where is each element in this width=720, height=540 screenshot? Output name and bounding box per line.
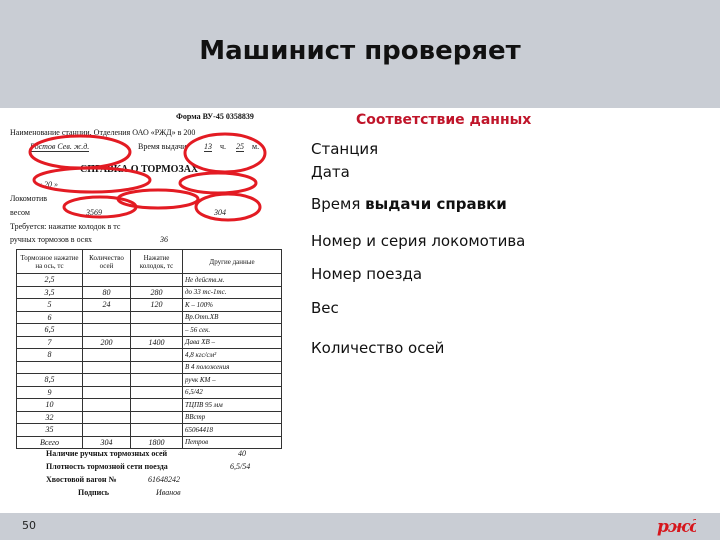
- table-row: 8 4,8 кгс/см²: [17, 349, 282, 362]
- brake-certificate-form: Форма ВУ-45 0358839 Наименование станции, Отделения ОАО «РЖД» в 200 Ростов Сев. ж.д. Время выдачи 13 ч. 25 м. СПРАВКА О ТОРМОЗАХ « 20 » Локомотив весом 3569 304 Требуется: нажатие колодок в тс ручных тормозов в осях 36 Тормозное нажатие на ось, тс Количество осей Нажатие колодок, тс Другие данные 2,5 Не действ.м. 3,5 80 280 до 33 тс-1тс. 5 24 120 К – 100% 6 Вр.Отп.ХВ 6,5 – 56 сек. 7 200 1400 Дава ХВ – 8 4,8 кгс/см² В 4 положения 8,5 ручк КМ – 9 6,5/42 10 ТЦПВ 95 мм 32 ВВстр 35 65064418 Всего 304 1800 Петров Наличие ручных тормозных осей 40 Плотность тормозной сети поезда 6,5/54 Хвостовой вагон № 61648242 Подпись Иванов: [8, 108, 298, 514]
- rzd-logo-icon: [656, 515, 696, 540]
- form-footer-label: Наличие ручных тормозных осей: [46, 449, 168, 458]
- table-row: Всего 304 1800 Петров: [17, 436, 282, 449]
- form-date-value: « 20 »: [38, 180, 58, 189]
- form-title: СПРАВКА О ТОРМОЗАХ: [80, 164, 199, 175]
- table-row: 35 65064418: [17, 424, 282, 437]
- form-footer-label: Плотность тормозной сети поезда: [46, 462, 168, 471]
- table-row: 32 ВВстр: [17, 411, 282, 424]
- slide-number: 50: [22, 519, 36, 532]
- table-row: 10 ТЦПВ 95 мм: [17, 399, 282, 412]
- check-item-train-number: Номер поезда: [311, 265, 423, 283]
- col-header: Другие данные: [183, 250, 282, 274]
- form-time-hours: 13: [204, 142, 212, 151]
- col-header: Нажатие колодок, тс: [131, 250, 183, 274]
- brake-table: [16, 249, 282, 449]
- form-weight-label: весом: [10, 208, 30, 217]
- table-row: 3,5 80 280 до 33 тс-1тс.: [17, 286, 282, 299]
- form-required-line: Требуется: нажатие колодок в тс: [10, 222, 121, 231]
- table-row: В 4 положения: [17, 361, 282, 374]
- form-footer-label: Подпись: [78, 488, 110, 497]
- check-item-axles: Количество осей: [311, 339, 445, 357]
- table-row: 7 200 1400 Дава ХВ –: [17, 336, 282, 349]
- form-axles-value: 304: [214, 208, 226, 217]
- form-line-station-header: Наименование станции, Отделения ОАО «РЖД» в 200: [10, 128, 196, 137]
- form-footer-value: Иванов: [156, 488, 181, 497]
- col-header: Количество осей: [83, 250, 131, 274]
- form-footer-value: 61648242: [148, 475, 180, 484]
- form-manual-brakes-label: ручных тормозов в осях: [10, 235, 93, 244]
- form-footer-value: 6,5/54: [230, 462, 251, 471]
- form-weight-value: 3569: [86, 208, 102, 217]
- table-row: 9 6,5/42: [17, 386, 282, 399]
- slide-header: [0, 0, 720, 108]
- table-row: 5 24 120 К – 100%: [17, 299, 282, 312]
- svg-text:ржд: ржд: [657, 517, 696, 537]
- table-row: 8,5 ручк КМ –: [17, 374, 282, 387]
- check-item-locomotive: Номер и серия локомотива: [311, 232, 526, 250]
- form-time-label: Время выдачи: [138, 142, 187, 151]
- table-row: 6,5 – 56 сек.: [17, 324, 282, 337]
- brake-table-header: [17, 250, 282, 274]
- col-header: Тормозное нажатие на ось, тс: [17, 250, 83, 274]
- form-footer-label: Хвостовой вагон №: [46, 475, 117, 484]
- form-manual-brakes-value: 36: [160, 235, 168, 244]
- form-time-minutes: 25: [236, 142, 244, 151]
- check-item-weight: Вес: [311, 299, 339, 317]
- check-item-station: Станция: [311, 140, 379, 158]
- slide-title: Машинист проверяет: [199, 36, 521, 66]
- form-footer-value: 40: [238, 449, 246, 458]
- form-number: Форма ВУ-45 0358839: [176, 112, 254, 121]
- table-row: 2,5 Не действ.м.: [17, 274, 282, 287]
- table-row: 6 Вр.Отп.ХВ: [17, 311, 282, 324]
- panel-heading: Соответствие данных: [356, 112, 532, 128]
- form-station-value: Ростов Сев. ж.д.: [30, 142, 90, 151]
- slide-footer: [0, 513, 720, 540]
- check-item-issue-time: Время выдачи справки: [311, 195, 507, 213]
- check-item-date: Дата: [311, 163, 350, 181]
- form-loco-label: Локомотив: [10, 194, 48, 203]
